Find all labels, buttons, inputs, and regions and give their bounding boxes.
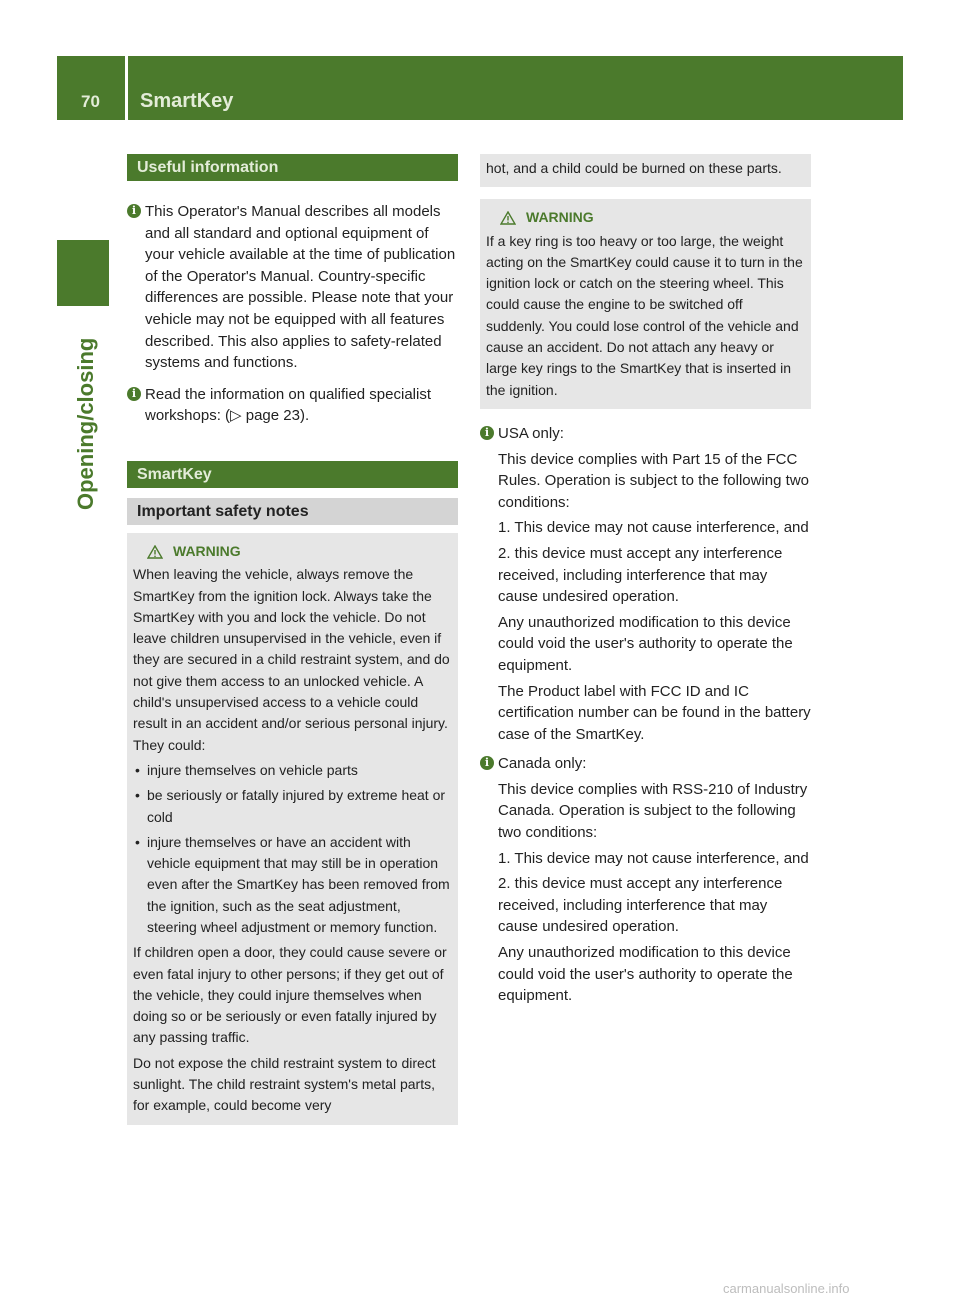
info-text: This Operator's Manual describes all models and all standard and optional equipment of your vehicle available at the time of publication of the Operator's Manual. Country-specific differences are possible. Please note that your vehicle may not be equipped with all features described. This also applies to safety-related systems and functions.: [145, 203, 456, 372]
info-text: 1. This device may not cause interference, and: [498, 849, 809, 867]
info-text: Any unauthorized modification to this device could void the user's authority to operate the equipment.: [498, 613, 793, 674]
usa-info-note: [480, 423, 811, 745]
watermark: carmanualsonline.info: [723, 1281, 850, 1296]
info-icon: i: [480, 756, 494, 770]
side-tab-marker: [57, 240, 109, 306]
list-item: • be seriously or fatally injured by extreme heat or cold: [133, 785, 452, 828]
chapter-title: SmartKey: [140, 90, 234, 112]
warning-bullet-list: [133, 760, 452, 938]
warning-text: Do not expose the child restraint system to direct sunlight. The child restraint system's metal parts, for example, could become very: [133, 1054, 436, 1114]
info-title: Canada only:: [498, 755, 587, 773]
warning-box: [480, 199, 811, 409]
warning-header: [500, 207, 805, 228]
safety-notes-heading: Important safety notes: [127, 498, 458, 525]
warning-text: If a key ring is too heavy or too large, the weight acting on the SmartKey could cause it to turn in the ignition lock or catch on the steering wheel. This could cause the engine to be switched off suddenly. You could lose control of the vehicle and cause an accident. Do not attach any heavy or large key rings to the SmartKey that is inserted in the ignition.: [486, 232, 803, 398]
list-item: • injure themselves or have an accident with vehicle equipment that may still be in operation even after the SmartKey has been removed from the ignition, such as the seat adjustment, steering wheel adjustment or memory function.: [133, 832, 452, 938]
canada-info-note: [480, 753, 811, 1007]
warning-text: When leaving the vehicle, always remove the SmartKey from the ignition lock. Always take the SmartKey with you and lock the vehicle. Do not leave children unsupervised in the vehicle, even if they are secured in a child restraint system, and do not give them access to an unlocked vehicle. A child's unsupervised access to a vehicle could result in an accident and/or serious personal injury. They could:: [133, 566, 450, 753]
warning-continued-box: [480, 154, 811, 187]
left-column: [127, 154, 458, 1125]
info-title: USA only:: [498, 424, 564, 442]
page-number: 70: [81, 92, 100, 111]
warning-text: If children open a door, they could cause severe or even fatal injury to other persons; if they get out of the vehicle, they could injure themselves when doing so or be seriously or even fatally injured by any passing traffic.: [133, 944, 447, 1046]
info-text: This device complies with Part 15 of the FCC Rules. Operation is subject to the following two conditions:: [498, 450, 809, 511]
info-text: 1. This device may not cause interference, and: [498, 519, 809, 537]
warning-box: [127, 533, 458, 1125]
smartkey-heading: SmartKey: [127, 461, 458, 488]
info-text: 2. this device must accept any interference received, including interference that may cause undesired operation.: [498, 544, 783, 606]
info-icon: i: [480, 426, 494, 440]
warning-header: [147, 541, 452, 562]
page-header: [57, 56, 903, 120]
right-column: [480, 154, 811, 1011]
info-note: [127, 201, 458, 374]
info-text: This device complies with RSS-210 of Industry Canada. Operation is subject to the following two conditions:: [498, 780, 808, 842]
warning-label: WARNING: [526, 209, 594, 226]
list-item: • injure themselves on vehicle parts: [133, 760, 452, 781]
info-text: Any unauthorized modification to this device could void the user's authority to operate the equipment.: [498, 944, 793, 1005]
warning-text: hot, and a child could be burned on these parts.: [486, 160, 782, 176]
info-text: Read the information on qualified specialist workshops: (▷ page 23).: [145, 385, 432, 425]
warning-label: WARNING: [173, 542, 241, 559]
side-tab-label: Opening/closing: [73, 337, 98, 510]
header-divider: [125, 56, 128, 120]
info-text: 2. this device must accept any interference received, including interference that may cause undesired operation.: [498, 875, 783, 936]
useful-information-heading: Useful information: [127, 154, 458, 181]
info-icon: i: [127, 204, 141, 218]
warning-triangle-icon: [500, 211, 516, 225]
info-text: The Product label with FCC ID and IC certification number can be found in the battery case of the SmartKey.: [498, 682, 811, 743]
info-note: [127, 384, 458, 427]
info-icon: i: [127, 387, 141, 401]
warning-triangle-icon: [147, 545, 163, 559]
